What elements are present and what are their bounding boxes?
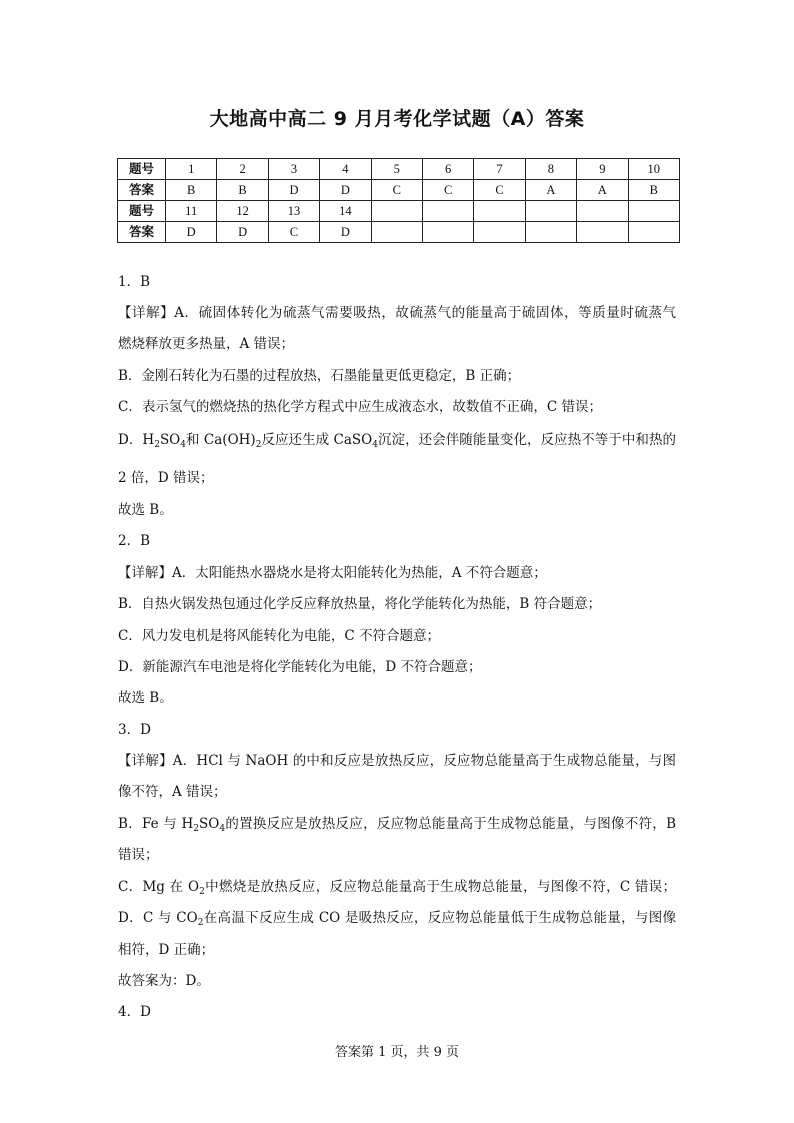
table-cell: 10 xyxy=(628,159,679,180)
text-line xyxy=(118,782,676,802)
text-line xyxy=(118,594,676,614)
table-cell: 4 xyxy=(320,159,371,180)
text-segment: 1．B xyxy=(118,274,151,290)
text-segment: 3．D xyxy=(118,722,151,738)
table-cell xyxy=(628,201,679,222)
text-segment: B．自热火锅发热包通过化学反应释放热量，将化学能转化为热能，B 符合题意； xyxy=(118,596,602,612)
text-segment: C．Mg 在 O xyxy=(118,879,200,895)
answer-row xyxy=(118,222,680,243)
text-segment: C．表示氢气的燃烧热的热化学方程式中应生成液态水，故数值不正确，C 错误； xyxy=(118,399,602,415)
table-cell: C xyxy=(474,180,525,201)
table-cell: 5 xyxy=(371,159,422,180)
table-cell: A xyxy=(577,180,628,201)
text-segment: 2．B xyxy=(118,533,151,549)
row-header: 答案 xyxy=(118,180,166,201)
text-line xyxy=(118,366,676,386)
table-cell: 9 xyxy=(577,159,628,180)
text-segment: 【详解】A．硫固体转化为硫蒸气需要吸热，故硫蒸气的能量高于硫固体，等质量时硫蒸气 xyxy=(118,305,676,321)
text-segment: B．金刚石转化为石墨的过程放热，石墨能量更低更稳定，B 正确； xyxy=(118,368,521,384)
text-line xyxy=(118,531,676,551)
text-line xyxy=(118,468,676,488)
text-segment: B．Fe 与 H xyxy=(118,816,194,832)
text-line xyxy=(118,814,676,834)
table-cell: D xyxy=(268,180,319,201)
text-segment: 沉淀，还会伴随能量变化，反应热不等于中和热的 xyxy=(377,432,676,448)
table-cell: B xyxy=(166,180,217,201)
subscript: 4 xyxy=(180,440,186,450)
table-cell: B xyxy=(628,180,679,201)
row-header: 题号 xyxy=(118,201,166,222)
table-cell: C xyxy=(371,180,422,201)
table-cell xyxy=(577,201,628,222)
text-segment: D．新能源汽车电池是将化学能转化为电能，D 不符合题意； xyxy=(118,659,482,675)
table-cell xyxy=(474,222,525,243)
table-cell: C xyxy=(422,180,473,201)
text-segment: 中燃烧是放热反应，反应物总能量高于生成物总能量，与图像不符，C 错误； xyxy=(204,879,676,895)
table-cell: 1 xyxy=(166,159,217,180)
text-segment: 故选 B。 xyxy=(118,690,173,706)
table-cell xyxy=(577,222,628,243)
text-line xyxy=(118,1002,676,1022)
text-line xyxy=(118,720,676,740)
subscript: 2 xyxy=(154,440,160,450)
text-segment: 错误； xyxy=(118,847,159,863)
text-line xyxy=(118,845,676,865)
text-segment: 故答案为：D。 xyxy=(118,973,210,989)
table-cell xyxy=(474,201,525,222)
page-title: 大地高中高二 9 月月考化学试题（A）答案 xyxy=(209,108,585,130)
page-footer: 答案第 1 页，共 9 页 xyxy=(334,1045,460,1060)
text-segment: 反应还生成 CaSO xyxy=(261,432,373,448)
text-line xyxy=(118,657,676,677)
table-cell: D xyxy=(217,222,268,243)
subscript: 2 xyxy=(197,918,204,928)
table-cell xyxy=(628,222,679,243)
table-cell: D xyxy=(166,222,217,243)
text-line xyxy=(118,272,676,292)
subscript: 2 xyxy=(199,887,205,897)
table-cell: 11 xyxy=(166,201,217,222)
text-line xyxy=(118,500,676,520)
text-line xyxy=(118,908,676,928)
text-segment: 的置换反应是放热反应，反应物总能量高于生成物总能量，与图像不符，B xyxy=(225,816,676,832)
question-number-row xyxy=(118,201,680,222)
text-segment: 相符，D 正确； xyxy=(118,942,215,958)
row-header: 题号 xyxy=(118,159,166,180)
text-segment: C．风力发电机是将风能转化为电能，C 不符合题意； xyxy=(118,628,440,644)
text-line xyxy=(118,940,676,960)
question-number-row xyxy=(118,159,680,180)
text-segment: 故选 B。 xyxy=(118,502,173,518)
subscript: 2 xyxy=(255,440,262,450)
text-segment: D．H xyxy=(118,432,155,448)
table-cell: 13 xyxy=(268,201,319,222)
subscript: 2 xyxy=(193,824,199,834)
table-cell xyxy=(422,201,473,222)
table-cell xyxy=(422,222,473,243)
text-segment: 4．D xyxy=(118,1004,151,1020)
text-line xyxy=(118,626,676,646)
row-header: 答案 xyxy=(118,222,166,243)
table-cell: 2 xyxy=(217,159,268,180)
text-segment: 【详解】A．太阳能热水器烧水是将太阳能转化为热能，A 不符合题意； xyxy=(118,565,547,581)
subscript: 4 xyxy=(219,824,226,834)
table-cell: 6 xyxy=(422,159,473,180)
table-cell: 12 xyxy=(217,201,268,222)
table-cell: B xyxy=(217,180,268,201)
table-cell: A xyxy=(525,180,576,201)
text-line xyxy=(118,877,676,897)
text-line xyxy=(118,751,676,771)
table-cell: 8 xyxy=(525,159,576,180)
text-segment: D．C 与 CO xyxy=(118,910,198,926)
table-cell: D xyxy=(320,222,371,243)
answer-table xyxy=(117,158,680,243)
text-segment: 像不符，A 错误； xyxy=(118,784,227,800)
text-segment: 2 倍，D 错误； xyxy=(118,470,214,486)
text-line xyxy=(118,397,676,417)
text-line xyxy=(118,563,676,583)
table-cell: 7 xyxy=(474,159,525,180)
text-line xyxy=(118,430,676,450)
text-segment: 【详解】A．HCl 与 NaOH 的中和反应是放热反应，反应物总能量高于生成物总能量，与图 xyxy=(118,753,676,769)
text-segment: SO xyxy=(199,816,220,832)
text-line xyxy=(118,688,676,708)
table-cell xyxy=(371,201,422,222)
text-line xyxy=(118,303,676,323)
table-cell: 14 xyxy=(320,201,371,222)
table-cell xyxy=(525,201,576,222)
text-line xyxy=(118,971,676,991)
table-cell xyxy=(525,222,576,243)
subscript: 4 xyxy=(372,440,378,450)
table-cell: D xyxy=(320,180,371,201)
table-cell: 3 xyxy=(268,159,319,180)
answer-row xyxy=(118,180,680,201)
text-segment: 燃烧释放更多热量，A 错误； xyxy=(118,336,295,352)
text-segment: 在高温下反应生成 CO 是吸热反应，反应物总能量低于生成物总能量，与图像 xyxy=(203,910,676,926)
text-segment: SO xyxy=(159,432,181,448)
text-segment: 和 Ca(OH) xyxy=(186,432,256,448)
text-line xyxy=(118,334,676,354)
table-cell: C xyxy=(268,222,319,243)
table-cell xyxy=(371,222,422,243)
